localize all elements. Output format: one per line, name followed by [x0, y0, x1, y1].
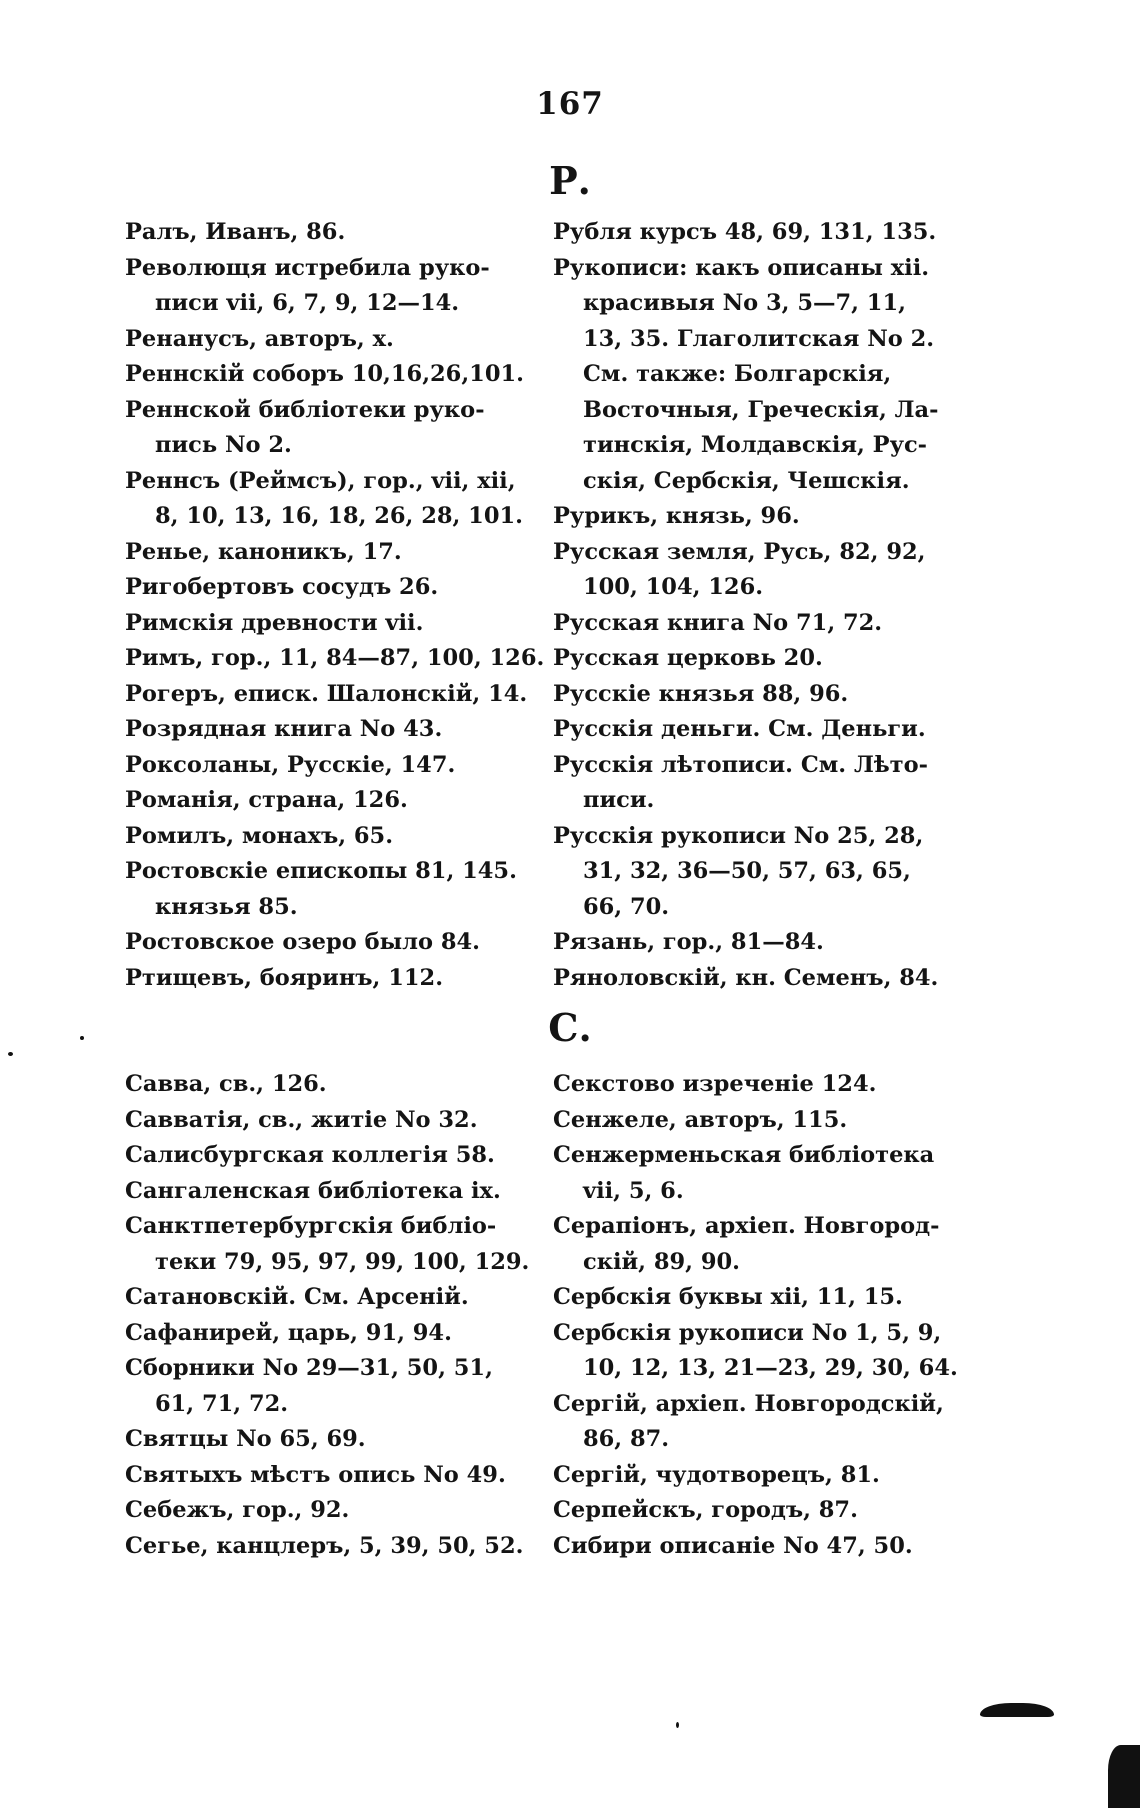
index-entry	[125, 1458, 540, 1494]
index-entry-line: Реньe, каноникъ, 17.	[125, 538, 402, 565]
index-entry-line: Реннскій соборъ 10,16,26,101.	[125, 361, 524, 387]
index-entry-continuation: См. также: Болгарскія,	[583, 361, 892, 387]
index-entry	[553, 1209, 968, 1280]
index-entry-line: Русскія деньги. См. Деньги.	[553, 716, 926, 742]
index-entry	[125, 677, 540, 713]
printer-ornament	[980, 1703, 1054, 1717]
index-entry-line: Савватія, св., житіе No 32.	[125, 1106, 478, 1133]
index-entry	[125, 1529, 540, 1565]
index-entry-line: Русскія лѣтописи. См. Лѣто-	[553, 751, 928, 778]
index-entry	[553, 961, 968, 997]
index-entry-line: Ренанусъ, авторъ, x.	[125, 325, 394, 352]
index-entry-continuation: писи vii, 6, 7, 9, 12—14.	[155, 290, 460, 316]
index-entry	[125, 357, 540, 393]
index-entry-continuation: 8, 10, 13, 16, 18, 26, 28, 101.	[155, 503, 523, 529]
scan-edge-mark	[1108, 1745, 1140, 1808]
index-entry-line: Сербскія буквы xii, 11, 15.	[553, 1284, 903, 1310]
index-column-s-right	[553, 1067, 968, 1564]
index-entry-line: Ромилъ, монахъ, 65.	[125, 822, 394, 849]
index-entry-line: Санктпетербургскія библіо-	[125, 1213, 497, 1239]
index-entry-line: Святыхъ мѣстъ опись No 49.	[125, 1461, 506, 1488]
index-entry	[553, 677, 968, 713]
index-entry	[553, 1067, 968, 1103]
index-entry-continuation: 61, 71, 72.	[155, 1390, 289, 1417]
index-entry-line: Ряноловскій, кн. Семенъ, 84.	[553, 964, 939, 991]
index-entry	[553, 641, 968, 677]
index-entry	[125, 641, 545, 677]
index-entry-continuation: скій, 89, 90.	[583, 1248, 740, 1275]
index-entry-line: Римскія древности vii.	[125, 609, 424, 636]
index-column-r-left	[125, 215, 545, 996]
index-entry-line: Русскія рукописи No 25, 28,	[553, 822, 924, 849]
index-entry	[553, 535, 968, 606]
index-entry-line: Рурикъ, князь, 96.	[553, 503, 800, 529]
index-entry-continuation: теки 79, 95, 97, 99, 100, 129.	[155, 1248, 530, 1275]
index-entry-continuation: Восточныя, Греческія, Ла-	[583, 396, 939, 423]
index-entry	[125, 570, 540, 606]
index-entry-line: Ралъ, Иванъ, 86.	[125, 219, 346, 245]
index-entry-continuation: князья 85.	[155, 893, 298, 920]
index-entry-line: Сатановскій. См. Арсеній.	[125, 1284, 469, 1310]
index-entry-continuation: 13, 35. Глаголитская No 2.	[583, 325, 935, 352]
index-column-r-right	[553, 215, 968, 996]
index-entry	[125, 854, 540, 925]
index-entry	[553, 1458, 968, 1494]
index-entry-line: Романія, страна, 126.	[125, 787, 408, 813]
index-entry-line: Ростовское озеро было 84.	[125, 929, 480, 955]
index-entry	[553, 819, 968, 926]
index-entry-line: Секстово изреченіе 124.	[553, 1071, 877, 1097]
index-entry	[553, 1138, 968, 1209]
index-entry	[125, 606, 540, 642]
index-entry-line: Розрядная книга No 43.	[125, 716, 443, 742]
scan-speck	[8, 1052, 13, 1056]
index-entry	[553, 1280, 968, 1316]
index-entry	[125, 1280, 540, 1316]
index-entry	[553, 1529, 968, 1565]
index-entry	[125, 1209, 540, 1280]
index-entry	[125, 322, 540, 358]
index-entry-line: Сегье, канцлеръ, 5, 39, 50, 52.	[125, 1532, 524, 1559]
index-entry	[553, 712, 968, 748]
index-entry-continuation: писи.	[583, 787, 655, 813]
section-letter-s: С.	[548, 1005, 592, 1050]
index-entry	[553, 1316, 968, 1387]
index-entry-line: Реннсъ (Реймсъ), гор., vii, xii,	[125, 467, 516, 494]
index-entry	[125, 961, 540, 997]
index-entry-line: Савва, св., 126.	[125, 1071, 327, 1097]
index-entry-continuation: 66, 70.	[583, 893, 670, 920]
index-column-s-left	[125, 1067, 540, 1564]
index-entry-continuation: тинскія, Молдавскія, Рус-	[583, 432, 928, 458]
index-entry-line: Сафанирей, царь, 91, 94.	[125, 1319, 452, 1346]
index-entry-line: Себежъ, гор., 92.	[125, 1497, 350, 1523]
index-entry	[125, 1316, 540, 1352]
index-entry-continuation: красивыя No 3, 5—7, 11,	[583, 290, 906, 316]
index-entry	[125, 1138, 540, 1174]
index-entry-line: Рязань, гор., 81—84.	[553, 929, 824, 955]
index-entry	[553, 1493, 968, 1529]
index-entry-line: Сергій, архіеп. Новгородскій,	[553, 1390, 944, 1417]
index-entry-line: Сангаленская библіотека ix.	[125, 1177, 501, 1204]
index-entry	[553, 1387, 968, 1458]
index-entry-continuation: 100, 104, 126.	[583, 574, 764, 600]
index-entry-continuation: 86, 87.	[583, 1426, 670, 1452]
index-entry-line: Сенжерменьская библіотека	[553, 1142, 935, 1168]
section-letter-r: Р.	[549, 158, 591, 203]
index-entry	[125, 1174, 540, 1210]
index-entry-line: Револющя истребила руко-	[125, 254, 490, 281]
index-entry	[553, 748, 968, 819]
index-entry-line: Ртищевъ, бояринъ, 112.	[125, 964, 444, 991]
scan-speck	[676, 1722, 679, 1728]
index-entry-line: Римъ, гор., 11, 84—87, 100, 126.	[125, 645, 545, 671]
index-entry	[125, 1422, 540, 1458]
index-entry-line: Серпейскъ, городъ, 87.	[553, 1497, 858, 1523]
index-entry	[125, 535, 540, 571]
index-entry-line: Русскіе князья 88, 96.	[553, 680, 849, 707]
index-entry-line: Реннской библіотеки руко-	[125, 396, 485, 423]
index-entry	[125, 925, 540, 961]
index-entry-line: Серапіонъ, архіеп. Новгород-	[553, 1213, 940, 1239]
index-entry	[125, 251, 540, 322]
index-entry	[125, 1103, 540, 1139]
index-entry	[125, 1351, 540, 1422]
index-entry	[553, 251, 968, 500]
index-entry-continuation: пись No 2.	[155, 432, 292, 458]
index-entry	[125, 393, 540, 464]
index-entry	[553, 215, 968, 251]
index-entry-continuation: 10, 12, 13, 21—23, 29, 30, 64.	[583, 1355, 958, 1381]
index-entry-line: Святцы No 65, 69.	[125, 1426, 366, 1452]
index-entry	[125, 1067, 540, 1103]
index-entry	[553, 1103, 968, 1139]
index-entry	[125, 215, 540, 251]
page-number: 167	[536, 86, 604, 122]
index-entry-line: Салисбургская коллегія 58.	[125, 1142, 495, 1168]
index-entry-line: Роксоланы, Русскіе, 147.	[125, 751, 456, 778]
scan-speck	[80, 1036, 84, 1040]
index-entry-continuation: скія, Сербскія, Чешскія.	[583, 467, 910, 494]
index-entry-line: Сенжеле, авторъ, 115.	[553, 1106, 848, 1133]
index-entry-line: Русская земля, Русь, 82, 92,	[553, 538, 926, 565]
index-entry	[553, 925, 968, 961]
index-entry	[125, 819, 540, 855]
index-entry	[125, 464, 540, 535]
index-entry-line: Сборники No 29—31, 50, 51,	[125, 1355, 493, 1381]
index-entry-line: Рубля курсъ 48, 69, 131, 135.	[553, 219, 937, 245]
index-entry-continuation: 31, 32, 36—50, 57, 63, 65,	[583, 858, 911, 884]
index-entry-line: Ригобертовъ сосудъ 26.	[125, 574, 439, 600]
index-entry-line: Русская книга No 71, 72.	[553, 609, 883, 636]
index-entry	[125, 783, 540, 819]
index-entry-line: Русская церковь 20.	[553, 645, 823, 671]
index-entry-line: Рогеръ, еписк. Шалонскій, 14.	[125, 680, 528, 707]
index-entry-continuation: vii, 5, 6.	[583, 1177, 684, 1204]
index-entry	[125, 1493, 540, 1529]
index-entry-line: Сергій, чудотворецъ, 81.	[553, 1461, 880, 1488]
index-entry-line: Сербскія рукописи No 1, 5, 9,	[553, 1319, 942, 1346]
index-entry-line: Ростовскіе епископы 81, 145.	[125, 858, 517, 884]
index-entry	[125, 748, 540, 784]
index-entry-line: Рукописи: какъ описаны xii.	[553, 254, 930, 281]
index-entry	[553, 499, 968, 535]
index-entry	[553, 606, 968, 642]
index-entry	[125, 712, 540, 748]
index-entry-line: Сибири описаніе No 47, 50.	[553, 1532, 913, 1559]
